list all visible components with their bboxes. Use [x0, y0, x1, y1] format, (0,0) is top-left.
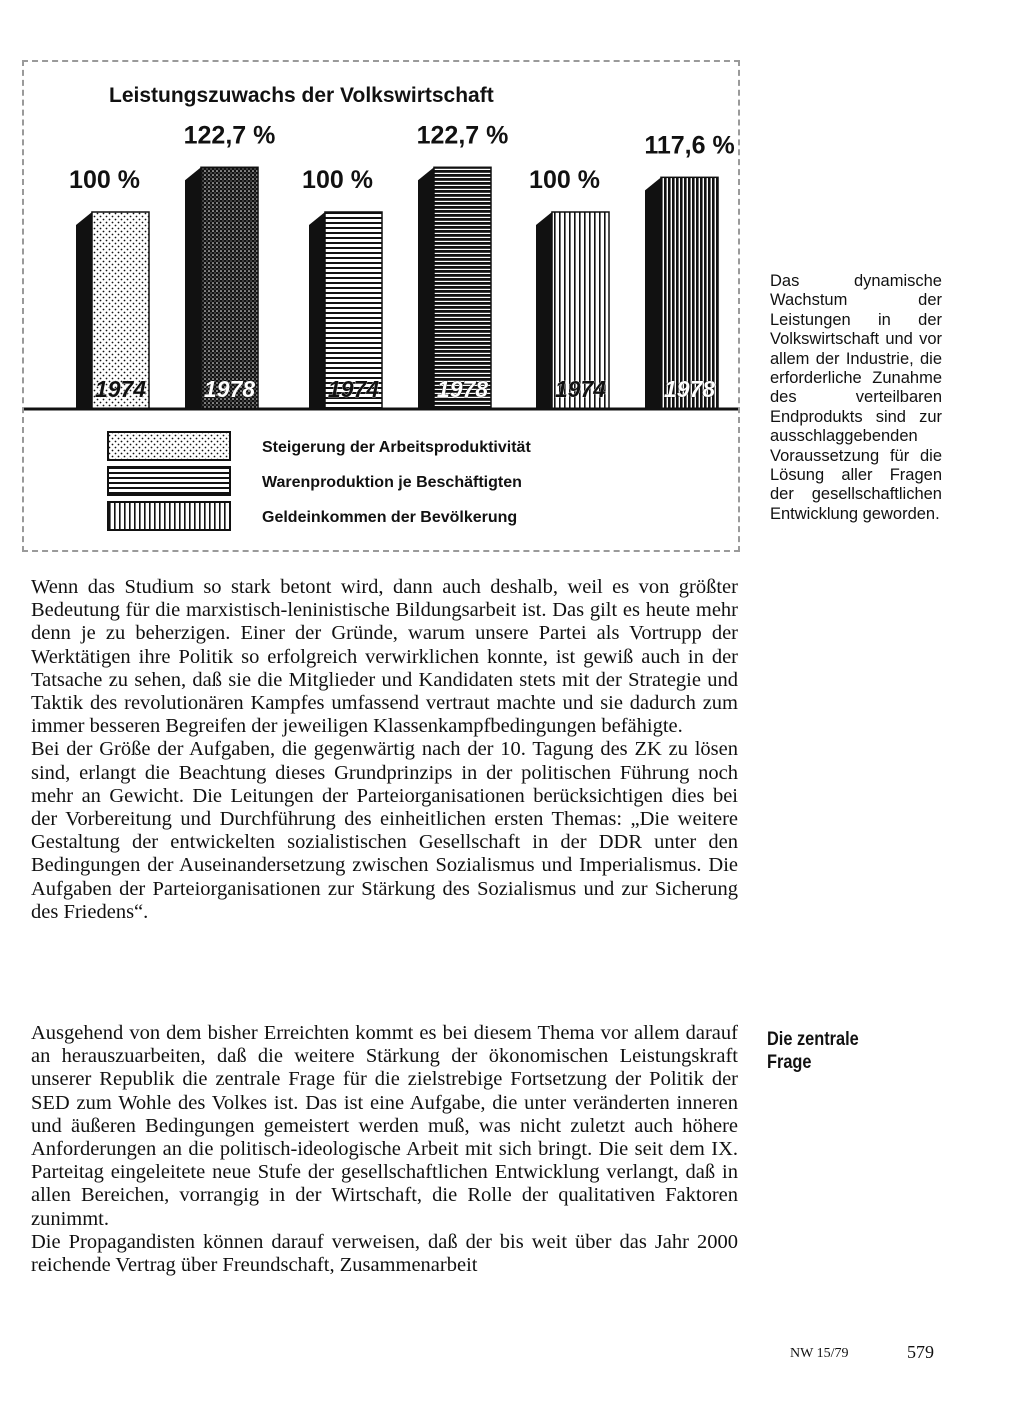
bar-side	[185, 167, 201, 409]
bar-side	[536, 212, 552, 409]
paragraph-3: Ausgehend von dem bisher Erreichten kommt es bei diesem Thema vor allem darauf an herauszuarbeiten, daß die weitere Stärkung der ökonomischen Leistungskraft unserer Republik die zentrale Frage für die zielstrebige Fortsetzung der Politik der SED zum Wohle des Volkes ist. Das ist eine Aufgabe, die unter veränderten inneren und äußeren Bedingungen gemeistert werden muß, was nicht zuletzt auch höhere Anforderungen an die politisch-ideologische Arbeit mit sich bringt. Die seit dem IX. Parteitag eingeleitete neue Stufe der gesellschaftlichen Entwicklung verlangt, daß in allen Bereichen, vorrangig in der Wirtschaft, die Rolle der qualitativen Faktoren zunimmt.	[31, 1022, 738, 1230]
year-label: 1978	[663, 376, 716, 402]
footer-source: NW 15/79	[790, 1346, 849, 1361]
bar-side	[418, 167, 434, 409]
bar-front	[434, 167, 491, 409]
legend-label: Steigerung der Arbeitsproduktivität	[262, 439, 531, 456]
legend-item-3	[108, 502, 517, 530]
legend-swatch	[108, 502, 230, 530]
body-text-block-2	[31, 1022, 738, 1277]
data-label: 117,6 %	[644, 131, 735, 160]
year-label: 1974	[554, 376, 607, 402]
data-label: 100 %	[69, 166, 140, 194]
bar-2-1978	[418, 167, 491, 409]
bar-front	[201, 167, 258, 409]
data-label: 100 %	[302, 166, 373, 194]
bar-3-1978	[645, 177, 718, 409]
margin-heading: Die zentrale Frage	[767, 1029, 859, 1073]
legend-swatch	[108, 432, 230, 460]
bar-side	[76, 212, 92, 409]
year-label: 1974	[94, 376, 147, 402]
paragraph-1: Wenn das Studium so stark betont wird, dann auch deshalb, weil es von größter Bedeutung für die marxistisch-leninistische Bildungsarbeit ist. Das gilt es heute mehr denn je zu beherzigen. Einer der Gründe, warum unsere Partei als Vortrupp der Werktätigen ihre Politik so erfolgreich verwirklichen konnte, ist gewiß auch in der Tatsache zu sehen, daß sie die Mitglieder und Kandidaten stets mit der Strategie und Taktik des revolutionären Kampfes umfassend vertraut machte und sie dadurch zum immer besseren Begreifen der jeweiligen Klassenkampfbedingungen befähigte.	[31, 576, 738, 738]
chart-figure	[22, 60, 740, 552]
bars-layer	[69, 121, 735, 409]
body-text-block-1	[31, 576, 738, 924]
legend-swatch	[108, 467, 230, 495]
bar-chart	[24, 62, 738, 550]
sidenote: Das dynamische Wachstum der Leistungen in der Volkswirtschaft und vor allem der Industrie, die erforderliche Zunahme des verteilbaren Endprodukts sind zur ausschlaggebenden Voraussetzung für die Lösung aller Fragen der gesellschaftlichen Entwicklung geworden.	[770, 272, 942, 523]
data-label: 122,7 %	[416, 121, 509, 150]
bar-1-1978	[185, 167, 258, 409]
legend-item-2	[108, 467, 522, 495]
year-label: 1974	[327, 376, 380, 402]
year-label: 1978	[203, 376, 256, 402]
year-label: 1978	[436, 376, 489, 402]
page-number: 579	[907, 1342, 934, 1362]
paragraph-4: Die Propagandisten können darauf verweisen, daß der bis weit über das Jahr 2000 reichende Vertrag über Freundschaft, Zusammenarbeit	[31, 1230, 738, 1277]
chart-legend	[108, 432, 531, 530]
paragraph-2: Bei der Größe der Aufgaben, die gegenwärtig nach der 10. Tagung des ZK zu lösen sind, erlangt die Beachtung dieses Grundprinzips in der politischen Führung noch mehr an Gewicht. Die Leitungen der Parteiorganisationen berücksichtigen dies bei der Vorbereitung und Durchführung des einheitlichen ersten Themas: „Die weitere Gestaltung der entwickelten sozialistischen Gesellschaft in der DDR unter den Bedingungen der Auseinandersetzung zwischen Sozialismus und Imperialismus. Die Aufgaben der Parteiorganisationen zur Stärkung des Sozialismus und zur Sicherung des Friedens“.	[31, 738, 738, 923]
legend-label: Warenproduktion je Beschäftigten	[262, 474, 522, 491]
data-label: 100 %	[529, 166, 600, 194]
legend-item-1	[108, 432, 531, 460]
bar-side	[645, 177, 661, 409]
bar-side	[309, 212, 325, 409]
data-label: 122,7 %	[183, 121, 276, 150]
bar-front	[661, 177, 718, 409]
chart-title: Leistungszuwachs der Volkswirtschaft	[109, 84, 494, 107]
legend-label: Geldeinkommen der Bevölkerung	[262, 509, 518, 526]
